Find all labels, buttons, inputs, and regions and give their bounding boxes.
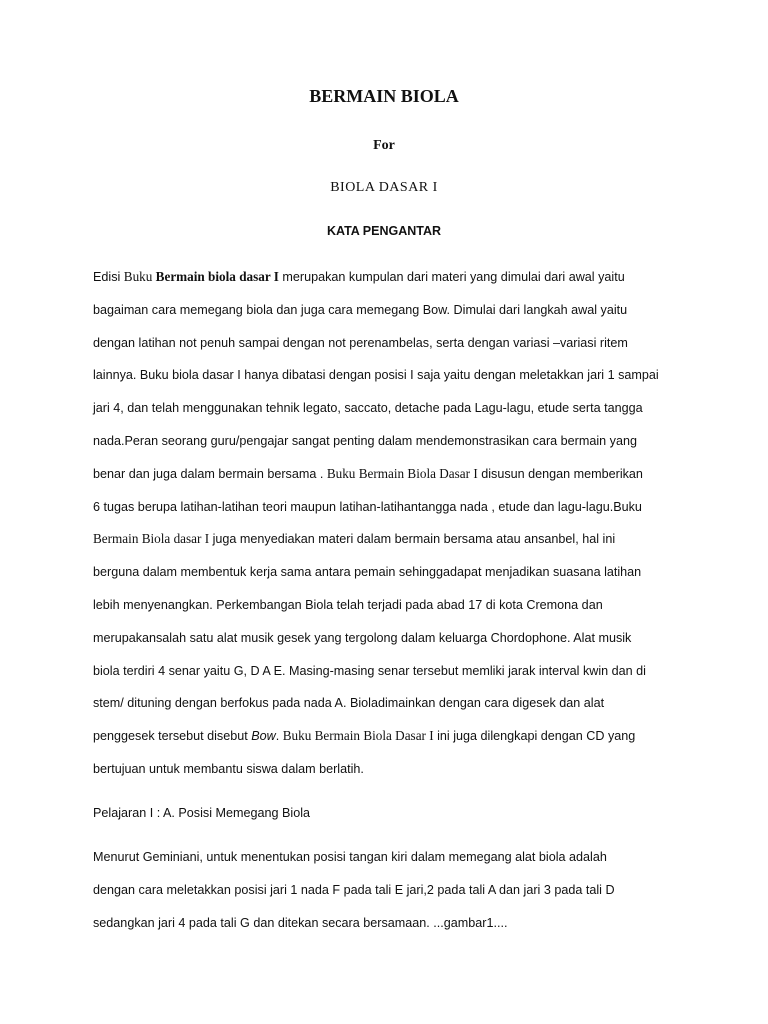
intro-line: bagaiman cara memegang biola dan juga cara memegang Bow. Dimulai dari langkah awal yaitu xyxy=(93,302,628,317)
text-run: merupakan kumpulan dari materi yang dimulai dari awal yaitu xyxy=(278,270,625,284)
text-run: Edisi xyxy=(93,270,124,284)
intro-paragraph xyxy=(93,261,683,786)
intro-line: dengan latihan not penuh sampai dengan not perenambelas, serta dengan variasi –variasi ritem xyxy=(93,335,628,350)
intro-line: bertujuan untuk membantu siswa dalam berlatih. xyxy=(93,761,364,776)
lesson-line: sedangkan jari 4 pada tali G dan ditekan secara bersamaan. ...gambar1.... xyxy=(93,915,508,930)
intro-line: lainnya. Buku biola dasar I hanya dibatasi dengan posisi I saja yaitu dengan meletakkan jari 1 sampai xyxy=(93,368,659,383)
intro-line: 6 tugas berupa latihan-latihan teori maupun latihan-latihantangga nada , etude dan lagu-lagu.Buku xyxy=(93,499,642,514)
text-run: ini juga dilengkapi dengan CD yang xyxy=(433,729,636,744)
italic-term: Bow xyxy=(251,729,276,744)
intro-line xyxy=(93,720,683,753)
lesson-paragraph xyxy=(93,841,683,939)
text-run: Buku xyxy=(123,269,156,284)
intro-line xyxy=(93,458,683,491)
text-run: juga menyediakan materi dalam bermain bersama atau ansanbel, hal ini xyxy=(209,532,616,547)
intro-line: stem/ dituning dengan berfokus pada nada A. Bioladimainkan dengan cara digesek dan alat xyxy=(93,696,605,711)
text-run: . xyxy=(275,729,283,744)
document-title: BERMAIN BIOLA xyxy=(309,86,459,106)
intro-line: berguna dalam membentuk kerja sama antara pemain sehinggadapat menjadikan suasana latihan xyxy=(93,565,642,580)
book-title-run: Bermain Biola dasar I xyxy=(93,531,210,547)
text-run: penggesek tersebut disebut xyxy=(93,729,252,744)
intro-line: biola terdiri 4 senar yaitu G, D A E. Masing-masing senar tersebut memliki jarak interval kwin dan di xyxy=(93,663,646,678)
intro-line xyxy=(93,261,683,294)
course-title: BIOLA DASAR I xyxy=(330,180,438,195)
intro-line xyxy=(93,523,683,556)
lesson-line: Menurut Geminiani, untuk menentukan posisi tangan kiri dalam memegang alat biola adalah xyxy=(93,850,607,864)
lesson-heading: Pelajaran I : A. Posisi Memegang Biola xyxy=(93,806,311,820)
section-heading: KATA PENGANTAR xyxy=(326,224,442,238)
book-title-run: Buku Bermain Biola Dasar I xyxy=(282,728,434,744)
text-run: benar dan juga dalam bermain bersama . xyxy=(93,466,327,481)
text-run: disusun dengan memberikan xyxy=(477,466,643,481)
lesson-line: dengan cara meletakkan posisi jari 1 nada F pada tali E jari,2 pada tali A dan jari 3 pada tali D xyxy=(93,882,615,897)
intro-line: lebih menyenangkan. Perkembangan Biola telah terjadi pada abad 17 di kota Cremona dan xyxy=(93,597,603,612)
intro-line: merupakansalah satu alat musik gesek yang tergolong dalam keluarga Chordophone. Alat musik xyxy=(93,630,632,645)
for-label: For xyxy=(373,138,395,153)
intro-line: nada.Peran seorang guru/pengajar sangat penting dalam mendemonstrasikan cara bermain yang xyxy=(93,433,637,448)
book-title-emphasis: Bermain biola dasar I xyxy=(155,269,279,284)
book-title-run: Buku Bermain Biola Dasar I xyxy=(326,465,478,481)
intro-line: jari 4, dan telah menggunakan tehnik legato, saccato, detache pada Lagu-lagu, etude serta tangga xyxy=(93,401,643,416)
